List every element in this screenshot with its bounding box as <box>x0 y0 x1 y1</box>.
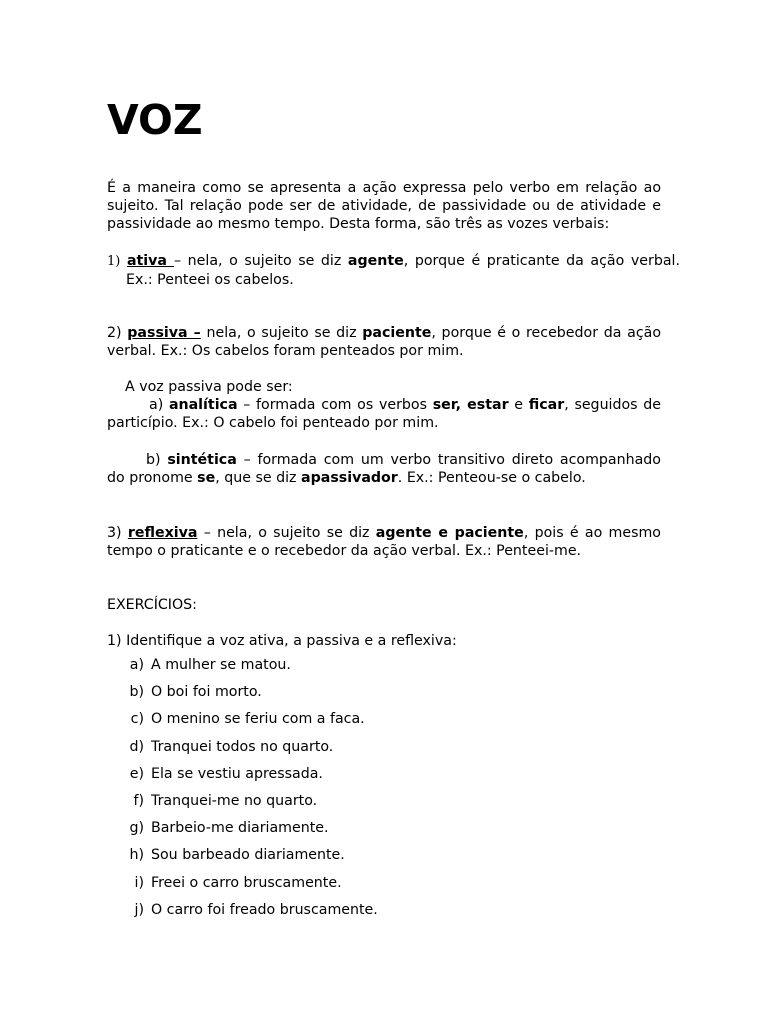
exercise-text: Tranquei-me no quarto. <box>151 792 318 809</box>
voz-passiva-item: 2) passiva – nela, o sujeito se diz paciente, porque é o recebedor da ação verbal. Ex.: Os cabelos foram penteados por mim. <box>107 325 662 359</box>
exercise-item <box>107 683 378 710</box>
exercise-text: O menino se feriu com a faca. <box>151 711 365 728</box>
item-number: 2) <box>107 325 122 341</box>
exercise-text: A mulher se matou. <box>151 657 291 673</box>
term-ativa: ativa <box>126 253 174 269</box>
voz-ativa-item: 1) ativa – nela, o sujeito se diz agente, porque é praticante da ação verbal. Ex.: Penteei os cabelos. <box>107 253 680 288</box>
passiva-analitica: a) analítica – formada com os verbos ser, estar e ficar, seguidos de particípio. Ex.: O cabelo foi penteado por mim. <box>107 397 662 431</box>
exercise-item <box>107 846 378 873</box>
passiva-intro: A voz passiva pode ser: <box>125 379 293 395</box>
exercise-text: Tranquei todos no quarto. <box>151 738 334 755</box>
term-passiva: passiva – <box>127 325 201 341</box>
exercise-marker: a) <box>129 657 144 673</box>
passiva-sintetica: b) sintética – formada com um verbo transitivo direto acompanhado do pronome se, que se diz apassivador. Ex.: Penteou-se o cabelo. <box>107 452 661 486</box>
exercise-list <box>107 656 378 928</box>
exercise-text: Freei o carro bruscamente. <box>151 874 342 891</box>
exercise-marker: j) <box>134 901 144 918</box>
intro-paragraph: É a maneira como se apresenta a ação expressa pelo verbo em relação ao sujeito. Tal relação pode ser de atividade, de passividade ou de atividade e passividade ao mesmo tempo. Desta forma, são três as vozes verbais: <box>107 180 661 232</box>
item-number: 1) <box>107 254 121 269</box>
exercise-text: Ela se vestiu apressada. <box>151 765 323 782</box>
voz-reflexiva-item: 3) reflexiva – nela, o sujeito se diz agente e paciente, pois é ao mesmo tempo o praticante e o recebedor da ação verbal. Ex.: Penteei-me. <box>107 525 661 559</box>
exercise-item <box>107 792 378 819</box>
term-analitica: analítica <box>168 397 238 413</box>
exercise-item <box>107 819 378 846</box>
exercise-item <box>107 710 378 737</box>
exercise-text: O carro foi freado bruscamente. <box>151 901 378 918</box>
item-number: 3) <box>107 525 122 541</box>
term-sintetica: sintética <box>167 452 237 468</box>
exercise-item <box>107 738 378 765</box>
term-reflexiva: reflexiva <box>127 525 198 541</box>
exercise-text: Sou barbeado diariamente. <box>151 847 345 864</box>
exercise-item <box>107 765 378 792</box>
exercise-marker: e) <box>129 765 144 782</box>
exercise-text: O boi foi morto. <box>151 684 262 701</box>
exercise-marker: b) <box>129 684 144 701</box>
exercise-item <box>107 656 378 683</box>
exercise-marker: g) <box>129 820 144 837</box>
exercise-marker: f) <box>133 792 144 809</box>
exercise-text: Barbeio-me diariamente. <box>151 820 329 837</box>
exercise-marker: h) <box>129 847 144 864</box>
exercise-item <box>107 901 378 928</box>
exercicios-heading: EXERCÍCIOS: <box>107 597 197 613</box>
question-1: 1) Identifique a voz ativa, a passiva e a reflexiva: <box>107 633 457 649</box>
exercise-item <box>107 874 378 901</box>
exercise-marker: i) <box>134 874 144 891</box>
exercise-marker: d) <box>129 738 144 755</box>
exercise-marker: c) <box>130 711 144 728</box>
page-title: VOZ <box>107 96 203 144</box>
